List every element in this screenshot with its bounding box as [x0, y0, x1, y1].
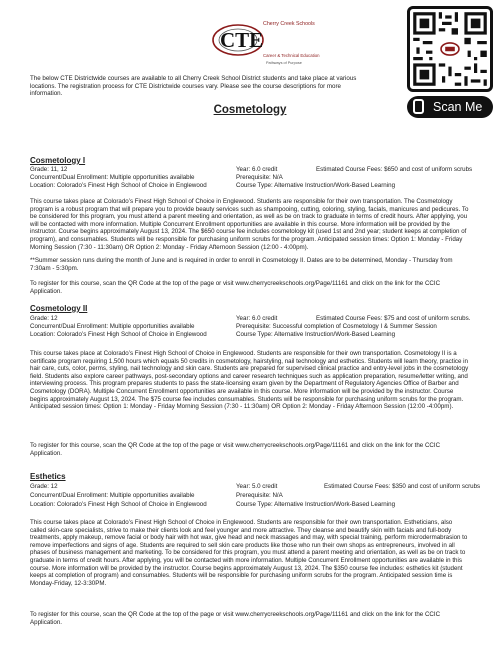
course-fees: Estimated Course Fees: $350 and cost of uniform scrubs	[324, 483, 481, 490]
intro-text: The below CTE Districtwide courses are available to all Cherry Creek School District students and take place at various locations. The registration process for CTE Districtwide courses vary. Please see the course descriptions for more information.	[30, 75, 357, 98]
course-description: This course takes place at Colorado’s Finest High School of Choice in Englewood. Students are responsible for their own transportation. Estheticians, also called skin-care specialists, strive to make their clients look and feel younger and more attractive. They cleanse and beautify skin with facials and full-body treatments, apply makeup, remove facial or body hair with hot wax, give head and neck massages and may, with special training, perform microdermabrasion to remove imperfections and signs of age. Students are required to sell skin care products like those who run their own shops as entrepreneurs, involved in all phases of business management and marketing. To be considered for this program, you must attend a parent meeting and orientation, as well as be on track to graduate in terms of credit hours. After applying, you will be contacted with more information. Multiple Concurrent Enrollment opportunities are available in this course. More information will be provided by the instructor. Course begins approximately August 13, 2024. The $350 course fee includes: esthetics kit (student keeps at completion of program) and consumables. Students will be responsible for purchasing uniform scrubs for the program. Anticipated session time is Monday-Friday, 12-3:30PM.	[30, 519, 468, 587]
course-year: Year: 6.0 credit	[236, 166, 278, 173]
course-type: Course Type: Alternative Instruction/Work-Based Learning	[236, 182, 396, 189]
course-prerequisite: Prerequisite: N/A	[236, 492, 283, 499]
course-type: Course Type: Alternative Instruction/Work-Based Learning	[236, 331, 396, 338]
course-prerequisite: Prerequisite: Successful completion of Cosmetology I & Summer Session	[236, 323, 437, 330]
course-location: Location: Colorado’s Finest High School of Choice in Englewood	[30, 182, 207, 189]
logo-line-2: Career & Technical Education	[263, 53, 320, 58]
course-type: Course Type: Alternative Instruction/Work-Based Learning	[236, 501, 396, 508]
course-prerequisite: Prerequisite: N/A	[236, 174, 283, 181]
course-register: To register for this course, scan the QR Code at the top of the page or visit www.cherrycreekschools.org/Page/11161 and click on the link for the CCIC Application.	[30, 280, 441, 295]
course-register: To register for this course, scan the QR Code at the top of the page or visit www.cherrycreekschools.org/Page/11161 and click on the link for the CCIC Application.	[30, 611, 441, 626]
course-description: This course takes place at Colorado’s Finest High School of Choice in Englewood. Students are responsible for their own transportation. Cosmetology II is a certificate program requiring 1,500 hours which equals 50 credits in cosmetology, hairstyling, nail technology and esthetics. Students will learn theory, practice in hair care, cuts, color, perms, styling, nail technology and skin care. Students are prepared for supervised clinical practice and entry-level jobs in the cosmetology field. Students also explore career pathways, post-secondary options and career research techniques such as application preparation, resume/letter writing, and interviewing process. This program prepares students to pass the state-licensing exam given by the Department of Regulatory Agencies Office of Barber and Cosmetology (DORA). Multiple Concurrent Enrollment opportunities are available in this course. More information will be provided by the instructor. Course begins approximately August 13, 2024. The $75 course fee includes consumables. Students will be responsible for purchasing uniform scrubs for the program. Anticipated session times: Option 1: Monday - Friday Morning Session (7:30 - 11:30am) OR Option 2: Monday - Friday Afternoon Session (12:00 -4:00pm).	[30, 350, 469, 411]
course-fees: Estimated Course Fees: $650 and cost of uniform scrubs	[316, 166, 473, 173]
course-year: Year: 5.0 credit	[236, 483, 278, 490]
cte-logo	[210, 14, 320, 68]
course-description: This course takes place at Colorado’s Finest High School of Choice in Englewood. Students are responsible for their own transportation. The Cosmetology program is a robust program that will prepare you to provide beauty services such as shampooing, cutting, coloring, styling, facials, manicures and pedicures. To be considered for this program, you must attend a parent meeting and orientation, as well as be on track to graduate in terms of credit hours. After applying, you will be contacted with more information. Multiple Concurrent Enrollment opportunities are available in this course. More information will be provided by the instructor. Course begins approximately August 13, 2024. The $650 course fee includes cosmetology kit (used 1st and 2nd year; student keeps at completion of program), and consumables. Students will be responsible for purchasing uniform scrubs for the program. Anticipated session times: Option 1: Monday - Friday Morning Session (7:30 - 11:30am) OR Option 2: Monday - Friday Afternoon Session (12:00 - 4:00pm).	[30, 198, 469, 251]
course-grade: Grade: 11, 12	[30, 166, 68, 173]
course-grade: Grade: 12	[30, 315, 58, 322]
logo-line-3: Pathways of Purpose	[266, 61, 302, 65]
course-title: Cosmetology II	[30, 304, 88, 313]
logo-line-1: Cherry Creek Schools	[263, 21, 315, 27]
qr-code-pattern	[410, 9, 490, 89]
course-enrollment: Concurrent/Dual Enrollment: Multiple opportunities available	[30, 492, 195, 499]
course-location: Location: Colorado’s Finest High School of Choice in Englewood	[30, 331, 207, 338]
qr-code[interactable]	[407, 6, 493, 92]
course-grade: Grade: 12	[30, 483, 58, 490]
course-fees: Estimated Course Fees: $75 and cost of uniform scrubs.	[316, 315, 471, 322]
cte-logo-graphic	[210, 14, 320, 68]
course-title: Esthetics	[30, 472, 66, 481]
course-register: To register for this course, scan the QR Code at the top of the page or visit www.cherrycreekschools.org/Page/11161 and click on the link for the CCIC Application.	[30, 442, 441, 457]
scan-me-label: Scan Me	[433, 100, 483, 114]
logo-letters: CTE	[220, 28, 264, 52]
course-summer-note: **Summer session runs during the month of June and is required in order to enroll in Cosmetology II. Dates are to be determined, Monday - Thursday from 7:30am - 5:30pm.	[30, 257, 453, 272]
course-title: Cosmetology I	[30, 156, 86, 165]
course-enrollment: Concurrent/Dual Enrollment: Multiple opportunities available	[30, 174, 195, 181]
course-enrollment: Concurrent/Dual Enrollment: Multiple opportunities available	[30, 323, 195, 330]
page-title: Cosmetology	[213, 104, 287, 116]
course-year: Year: 6.0 credit	[236, 315, 278, 322]
course-location: Location: Colorado’s Finest High School of Choice in Englewood	[30, 501, 207, 508]
